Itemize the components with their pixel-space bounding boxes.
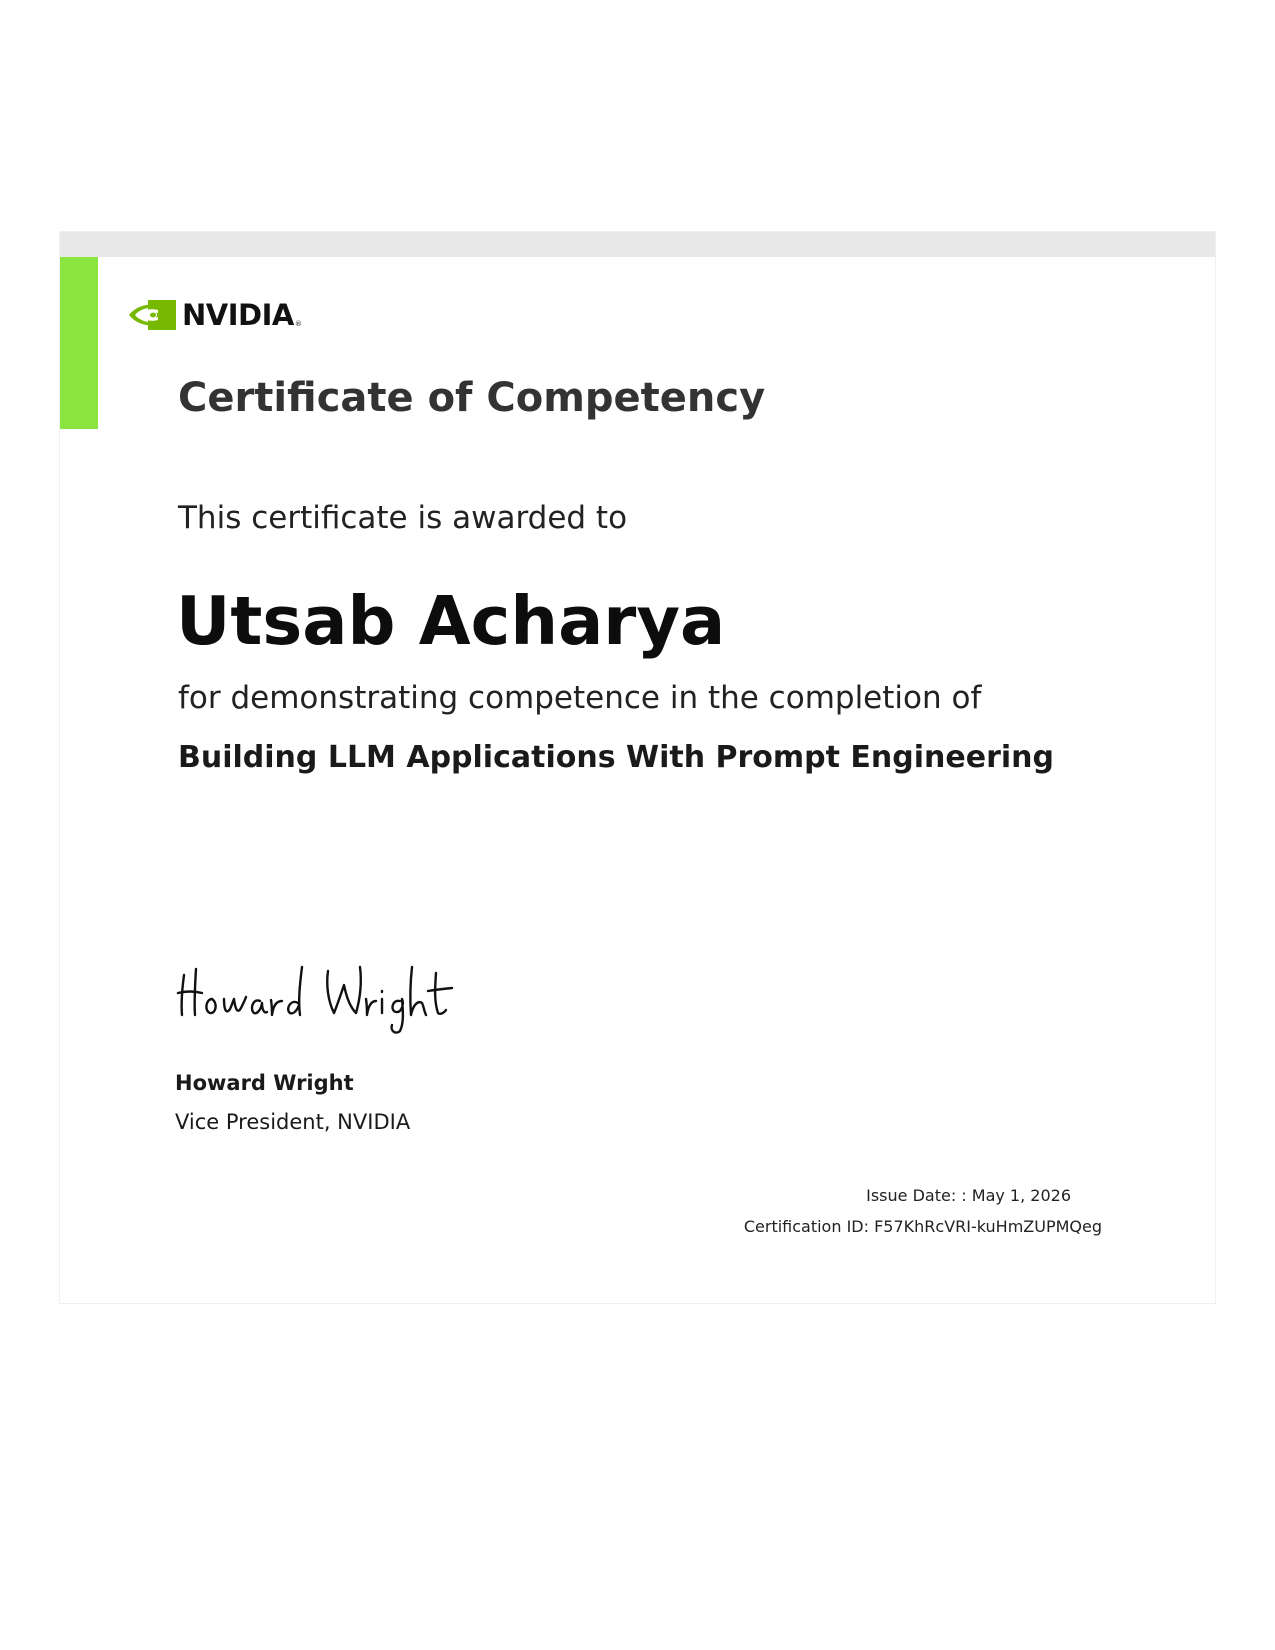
nvidia-eye-icon bbox=[128, 299, 176, 331]
top-band bbox=[60, 232, 1215, 257]
certificate-title: Certificate of Competency bbox=[178, 375, 766, 421]
completion-text: for demonstrating competence in the completion of bbox=[178, 680, 982, 716]
course-name: Building LLM Applications With Prompt Engineering bbox=[178, 740, 1055, 775]
recipient-name: Utsab Acharya bbox=[176, 582, 726, 660]
registered-mark: ® bbox=[294, 320, 302, 328]
signer-title: Vice President, NVIDIA bbox=[175, 1110, 411, 1134]
issue-date: Issue Date: : May 1, 2026 bbox=[866, 1186, 1071, 1205]
nvidia-logo bbox=[128, 299, 302, 331]
nvidia-wordmark: NVIDIA bbox=[182, 297, 294, 332]
signer-name: Howard Wright bbox=[175, 1071, 354, 1095]
accent-bar bbox=[60, 257, 98, 429]
awarded-to-text: This certificate is awarded to bbox=[178, 500, 628, 536]
handwritten-signature bbox=[176, 955, 460, 1035]
certification-id: Certification ID: F57KhRcVRI-kuHmZUPMQeg bbox=[743, 1217, 1102, 1236]
